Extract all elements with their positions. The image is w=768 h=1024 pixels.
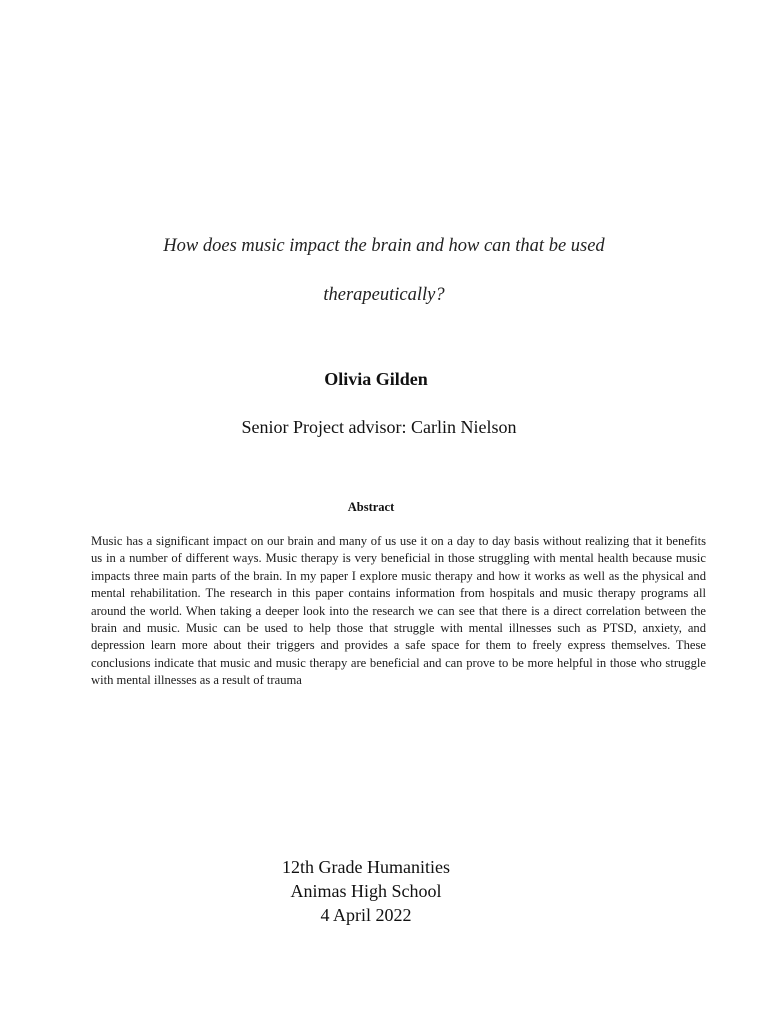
title-line-2: therapeutically? — [323, 285, 445, 305]
title-line-1: How does music impact the brain and how can that be used — [163, 236, 605, 256]
footer-block — [0, 855, 732, 927]
abstract-body: Music has a significant impact on our brain and many of us use it on a day to day basis without realizing that it benefits us in a number of different ways. Music therapy is very beneficial in those struggling with mental health because music impacts three main parts of the brain. In my paper I explore music therapy and how it works as well as the physical and mental rehabilitation. The research in this paper contains information from hospitals and music therapy programs all around the world. When taking a deeper look into the research we can see that there is a direct correlation between the brain and music. Music can be used to help those that struggle with mental illnesses such as PTSD, anxiety, and depression learn more about their triggers and provides a safe space for them to freely express themselves. These conclusions indicate that music and music therapy are beneficial and can prove to be more helpful in those who struggle with mental illnesses as a result of trauma — [91, 534, 706, 688]
author-name: Olivia Gilden — [324, 369, 428, 389]
advisor-line: Senior Project advisor: Carlin Nielson — [241, 417, 517, 437]
footer-school: Animas High School — [290, 881, 442, 901]
abstract-heading: Abstract — [347, 500, 395, 514]
footer-course: 12th Grade Humanities — [282, 857, 450, 877]
footer-date: 4 April 2022 — [320, 905, 412, 925]
